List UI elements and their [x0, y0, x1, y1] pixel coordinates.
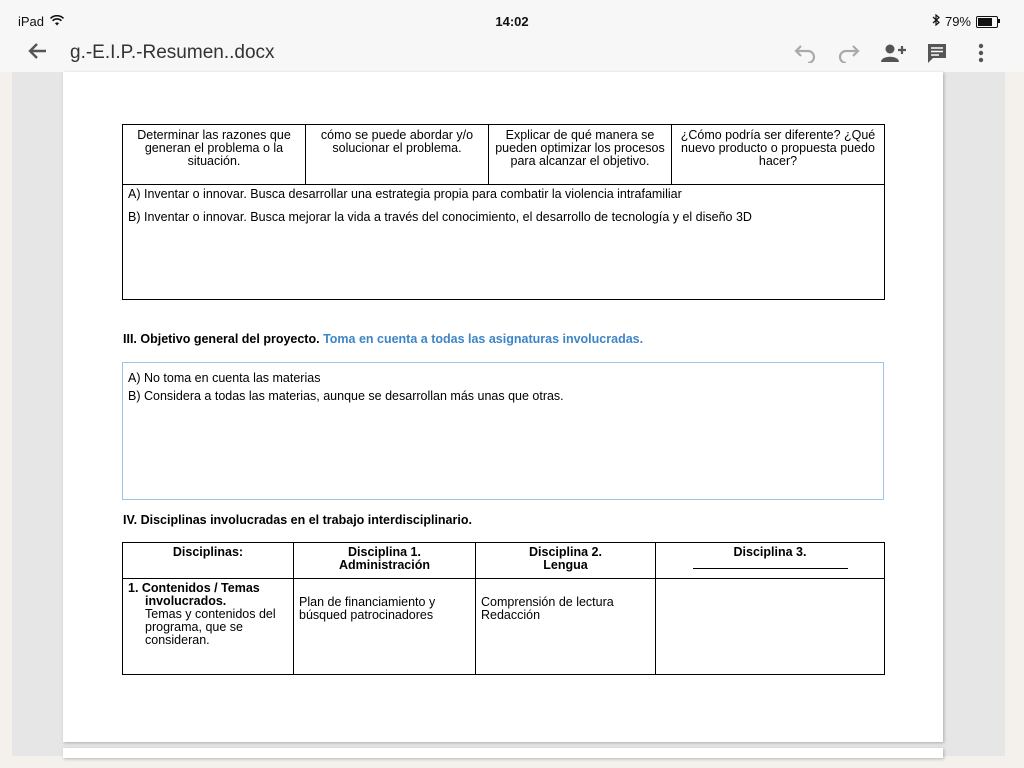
row-label-subtitle: involucrados. — [145, 594, 227, 608]
discipline-2-content-a: Comprensión de lectura — [481, 595, 614, 609]
discipline-1-header: Disciplina 1. — [348, 545, 421, 559]
battery-percent: 79% — [944, 14, 971, 29]
row-label-description: Temas y contenidos del programa, que se consideran. — [145, 607, 276, 647]
status-bar — [0, 0, 1024, 36]
carrier-label: iPad — [18, 14, 45, 29]
redo-icon[interactable] — [836, 40, 862, 66]
status-time: 14:02 — [495, 14, 529, 29]
discipline-2-header: Disciplina 2. — [529, 545, 602, 559]
discipline-2-name: Lengua — [543, 558, 588, 572]
status-right — [932, 14, 998, 29]
disciplines-table — [122, 542, 885, 675]
table-header-cell — [656, 543, 885, 579]
document-area[interactable] — [12, 72, 1005, 756]
section-4-heading: IV. Disciplinas involucradas en el trabajo interdisciplinario. — [123, 513, 472, 527]
discipline-2-content-b: Redacción — [481, 608, 541, 622]
comment-icon[interactable] — [924, 40, 950, 66]
table-header-cell — [476, 543, 656, 579]
objective-line-b: B) Considera a todas las materias, aunque se desarrollan más unas que otras. — [128, 389, 564, 403]
row-label-title: 1. Contenidos / Temas — [128, 581, 260, 595]
table-header-cell: Determinar las razones que generan el problema o la situación. — [123, 125, 306, 185]
discipline-1-name: Administración — [339, 558, 430, 572]
disciplines-header-label: Disciplinas: — [172, 545, 244, 559]
document-page[interactable] — [63, 72, 943, 742]
battery-icon — [976, 16, 998, 28]
bluetooth-icon — [932, 14, 940, 29]
table-body-cell — [476, 579, 656, 675]
undo-icon[interactable] — [792, 40, 818, 66]
table-header-cell: ¿Cómo podría ser diferente? ¿Qué nuevo producto o propuesta puedo hacer? — [672, 125, 885, 185]
discipline-3-blank-line — [661, 559, 879, 572]
table-body-cell — [656, 579, 885, 675]
table-header-cell — [123, 543, 294, 579]
next-page-edge — [63, 748, 943, 758]
toolbar-icons — [792, 40, 994, 66]
back-arrow-icon[interactable] — [24, 40, 52, 68]
more-vert-icon[interactable] — [968, 40, 994, 66]
add-person-icon[interactable] — [880, 40, 906, 66]
discipline-1-content: Plan de financiamiento y búsqued patrocinadores — [299, 595, 436, 622]
table-body-cell — [294, 579, 476, 675]
answer-line-a: A) Inventar o innovar. Busca desarrollar una estrategia propia para combatir la violencia intrafamiliar — [128, 187, 682, 201]
problem-table — [122, 124, 885, 300]
table-header-cell — [294, 543, 476, 579]
document-title: g.-E.I.P.-Resumen..docx — [70, 42, 275, 63]
table-header-cell: cómo se puede abordar y/o solucionar el problema. — [306, 125, 489, 185]
table-row-label-cell — [123, 579, 294, 675]
discipline-3-header: Disciplina 3. — [733, 545, 807, 559]
objective-line-a: A) No toma en cuenta las materias — [128, 371, 321, 385]
table-header-cell: Explicar de qué manera se pueden optimizar los procesos para alcanzar el objetivo. — [489, 125, 672, 185]
section-3-title: III. Objetivo general del proyecto. — [123, 332, 320, 346]
answer-line-b: B) Inventar o innovar. Busca mejorar la vida a través del conocimiento, el desarrollo de tecnología y el diseño 3D — [128, 210, 752, 224]
app-bar — [0, 36, 1024, 72]
section-3-heading — [123, 332, 643, 346]
section-3-hint: Toma en cuenta a todas las asignaturas involucradas. — [323, 332, 644, 346]
table-body-cell — [123, 185, 885, 300]
objective-textbox[interactable] — [122, 362, 884, 500]
